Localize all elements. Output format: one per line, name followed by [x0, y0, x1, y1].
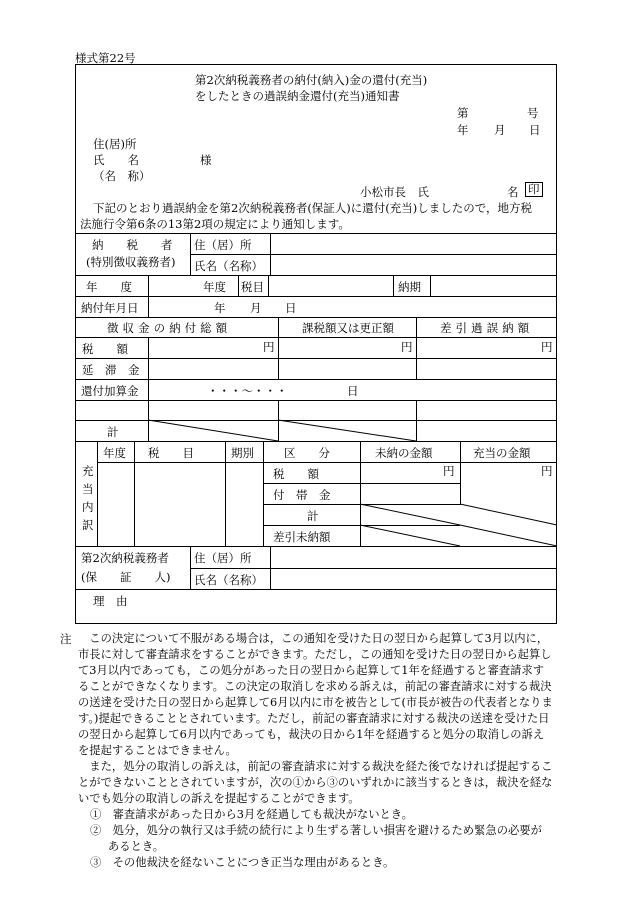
allocation-side-label: 充 当 内 訳	[82, 464, 94, 532]
doc-no-prefix: 第	[457, 106, 469, 120]
refund-interest-label: 還付加算金	[81, 384, 139, 398]
note-head: 注	[60, 632, 72, 646]
tax-item-label: 税目	[241, 280, 264, 294]
title-line2: をしたときの過誤納金還付(充当)通知書	[195, 89, 400, 103]
paydate-year: 年	[214, 301, 226, 315]
year-suffix: 年度	[203, 280, 226, 294]
alloc-unpaid-header: 未納の金額	[375, 446, 433, 460]
recipient-sama: 様	[200, 153, 212, 167]
due-label: 納期	[398, 280, 421, 294]
secondary-name-label: 氏名（名称）	[194, 573, 263, 587]
secondary-address-label: 住（居）所	[194, 551, 252, 565]
alloc-row-unpaid: 差引未納額	[273, 530, 331, 544]
recipient-name-label: 氏 名	[93, 153, 139, 167]
date-year: 年	[457, 123, 469, 137]
year-label: 年 度	[86, 280, 132, 294]
taxpayer-address-label: 住（居）所	[194, 238, 252, 252]
yen-unit-3: 円	[541, 340, 553, 354]
yen-unit-2: 円	[401, 340, 413, 354]
form-number: 様式第22号	[75, 51, 136, 65]
title-line1: 第2次納税義務者の納付(納入)金の還付(充当)	[195, 73, 428, 87]
paydate-label: 納付年月日	[81, 301, 139, 315]
taxpayer-label: 納 税 者	[92, 238, 173, 252]
alloc-year-header: 年度	[103, 446, 126, 460]
alloc-applied-header: 充当の金額	[473, 446, 531, 460]
alloc-row-tax: 税 額	[273, 467, 319, 481]
assessed-header: 課税額又は更正額	[302, 321, 394, 335]
recipient-address-label: 住(居)所	[93, 137, 137, 151]
alloc-class-header: 区 分	[284, 446, 330, 460]
seal-label: 印	[525, 182, 543, 197]
note-item-3: ③ その他裁決を経ないことにつき正当な理由があるとき。	[90, 856, 395, 869]
tax-amount-label: 税 額	[82, 342, 128, 356]
alloc-yen-1: 円	[443, 464, 455, 478]
taxpayer-name-label: 氏名（名称）	[194, 259, 263, 273]
alloc-yen-2: 円	[541, 464, 553, 478]
alloc-row-total: 計	[307, 509, 319, 523]
date-day: 日	[529, 123, 541, 137]
note-body	[78, 631, 553, 871]
issuer-mei: 名	[507, 185, 519, 199]
yen-unit-1: 円	[263, 340, 275, 354]
total-paid-header: 徴収金の納付総額	[107, 321, 232, 335]
note-item-1: ① 審査請求があった日から3月を経過しても裁決がないとき。	[90, 808, 413, 821]
paydate-month: 月	[250, 301, 262, 315]
note-paragraph-1: この決定について不服がある場合は，この通知を受けた日の翌日から起算して3月以内に，市長に対して審査請求をすることができます。ただし，この通知を受けた日の翌日から起算して3月以内であっても，この処分があった日の翌日から起算して1年を経過すると審査請求することができなくなります。この決定の取消しを求める訴えは，前記の審査請求に対する裁決の送達を受けた日の翌日から起算して6月以内に市を被告として(市長が被告の代表者となります。)提起できることとされています。ただし，前記の審査請求に対する裁決の送達を受けた日の翌日から起算して6月以内であっても，裁決の日から1年を経過すると処分の取消しの訴えを提起することはできません。	[78, 632, 553, 757]
doc-no-suffix: 号	[527, 106, 539, 120]
delinquent-label: 延 滞 金	[82, 363, 140, 377]
alloc-taxitem-header: 税 目	[148, 446, 194, 460]
intro-line2: 法施行令第6条の13第2項の規定により通知します。	[80, 217, 350, 231]
note-paragraph-2: また，処分の取消しの訴えは，前記の審査請求に対する裁決を経た後でなければ提起することができないこととされていますが，次の①から③のいずれかに該当するときは，裁決を経ないでも処分の取消しの訴えを提起することができます。	[78, 760, 553, 805]
issuer-title: 小松市長 氏	[360, 185, 429, 199]
refund-days: 日	[347, 384, 359, 398]
total-label: 計	[107, 425, 119, 439]
secondary-label: 第2次納税義務者	[81, 551, 169, 565]
taxpayer-sublabel: (特別徴収義務者)	[86, 255, 176, 269]
paydate-day: 日	[285, 301, 297, 315]
secondary-sublabel: (保 証 人)	[81, 570, 171, 584]
note-item-2: ② 処分，処分の執行又は手続の続行により生ずる著しい損害を避けるため緊急の必要があるとき。	[90, 824, 542, 853]
reason-label: 理 由	[93, 594, 128, 608]
refund-period: ・・・〜・・・	[207, 384, 288, 398]
alloc-row-surcharge: 付 帯 金	[273, 488, 331, 502]
overpaid-header: 差引過誤納額	[440, 321, 534, 335]
intro-line1: 下記のとおり過誤納金を第2次納税義務者(保証人)に還付(充当)しましたので，地方税	[93, 201, 533, 215]
recipient-meisho-label: （名 称）	[93, 169, 151, 183]
alloc-period-header: 期別	[231, 446, 254, 460]
date-month: 月	[494, 123, 506, 137]
